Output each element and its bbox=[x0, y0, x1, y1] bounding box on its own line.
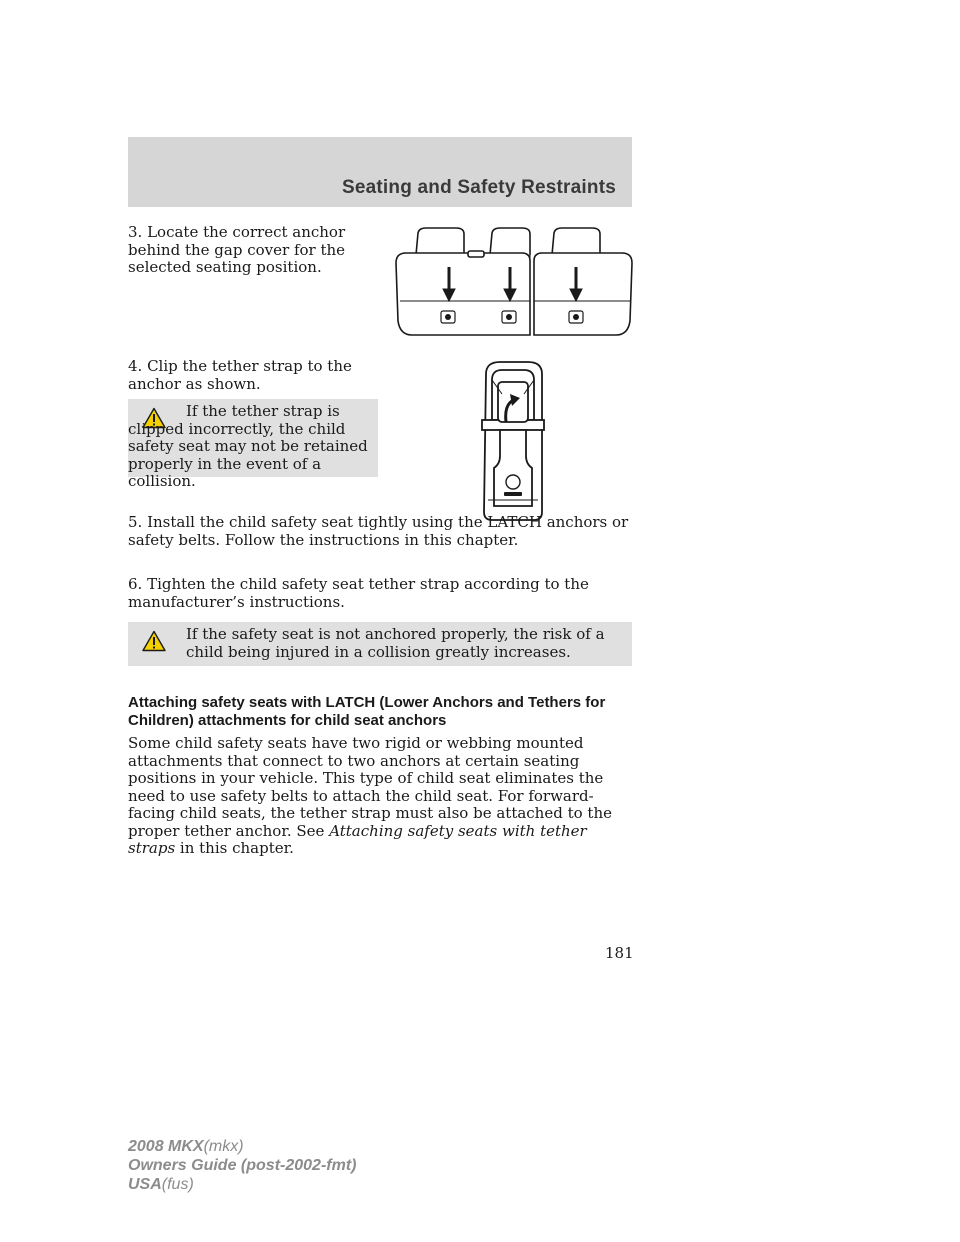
step-6-text: 6. Tighten the child safety seat tether strap according to the manufacturer’s instructions. bbox=[128, 575, 589, 611]
step-3-text: 3. Locate the correct anchor behind the gap cover for the selected seating position. bbox=[128, 223, 346, 276]
warning-box-tether bbox=[128, 399, 378, 490]
section-header-band bbox=[128, 137, 632, 207]
tether-hook-figure bbox=[476, 360, 550, 522]
cross-reference-link: Attaching safety seats with tether straps bbox=[128, 821, 587, 857]
document-footer: 2008 MKX(mkx) Owners Guide (post-2002-fmt) USA(fus) bbox=[128, 1138, 357, 1193]
page-number: 181 bbox=[605, 944, 634, 962]
warning-triangle-icon bbox=[142, 630, 166, 652]
step-5-text: 5. Install the child safety seat tightly using the LATCH anchors or safety belts. Follow the instructions in this chapter. bbox=[128, 513, 629, 549]
warning-text-anchoring: If the safety seat is not anchored properly, the risk of a child being injured in a collision greatly increases. bbox=[186, 625, 605, 661]
step-4-text: 4. Clip the tether strap to the anchor as shown. bbox=[128, 357, 352, 393]
latch-section-body: Some child safety seats have two rigid or webbing mounted attachments that connect to two anchors at certain seating positions in your vehicle. This type of child seat eliminates the need to use safety belts to attach the child seat. For forward-facing child seats, the tether strap must also be attached to the proper tether anchor. See Attaching safety seats with tether straps in this chapter. bbox=[128, 734, 612, 857]
section-title: Seating and Safety Restraints bbox=[342, 177, 616, 198]
warning-text-tether: If the tether strap is clipped incorrectly, the child safety seat may not be retained properly in the event of a collision. bbox=[128, 402, 368, 490]
warning-box-anchoring bbox=[128, 622, 632, 666]
latch-section-heading: Attaching safety seats with LATCH (Lower Anchors and Tethers for Children) attachments for child seat anchors bbox=[128, 694, 606, 729]
rear-seat-anchors-figure bbox=[394, 225, 634, 337]
